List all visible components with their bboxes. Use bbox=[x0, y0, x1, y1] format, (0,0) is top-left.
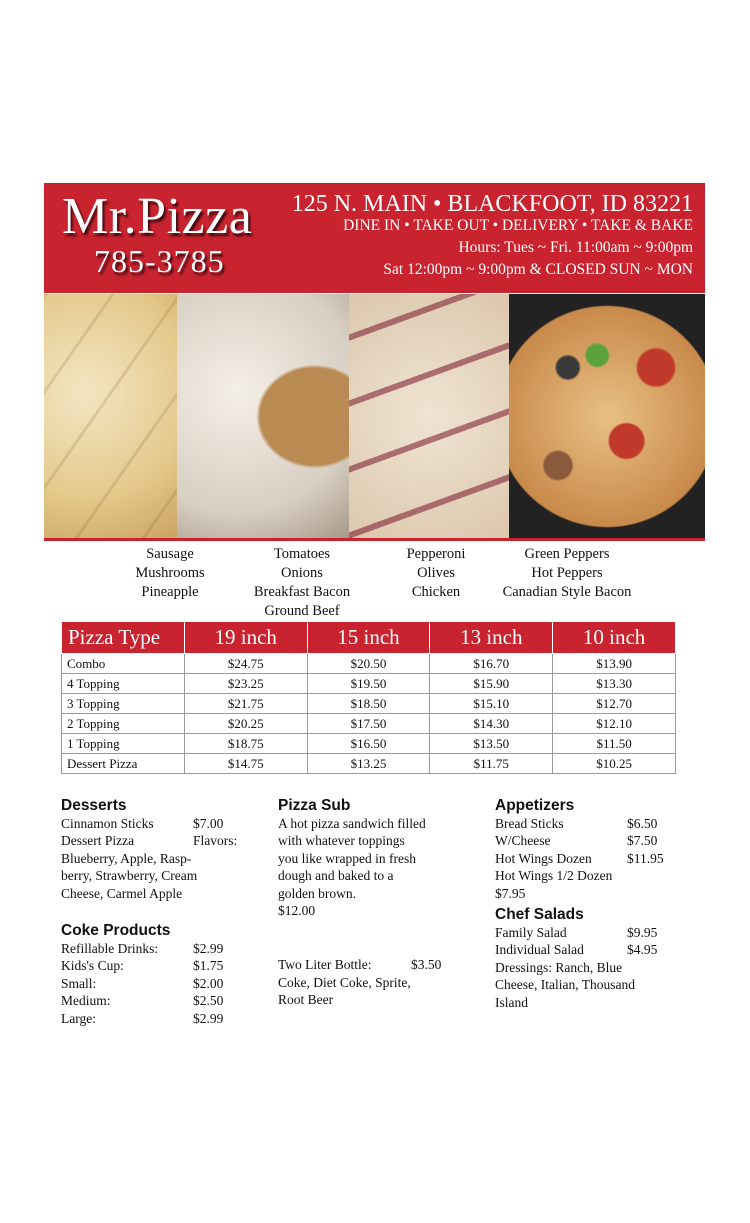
table-cell: $12.10 bbox=[553, 714, 676, 734]
item-label: Two Liter Bottle: bbox=[278, 957, 372, 972]
table-cell: Dessert Pizza bbox=[62, 754, 185, 774]
divider bbox=[44, 538, 705, 541]
description-line: you like wrapped in fresh bbox=[278, 850, 416, 866]
table-cell: 1 Topping bbox=[62, 734, 185, 754]
menu-item bbox=[278, 956, 478, 974]
flavors-label: Flavors: bbox=[193, 833, 238, 848]
item-label: Large: bbox=[61, 1010, 96, 1026]
menu-item bbox=[495, 941, 695, 959]
table-cell: $11.75 bbox=[430, 754, 553, 774]
topping-item: Canadian Style Bacon bbox=[502, 584, 632, 600]
table-cell: $19.50 bbox=[307, 674, 430, 694]
item-label: Hot Wings 1/2 Dozen bbox=[495, 868, 613, 883]
flavors-line: Cheese, Carmel Apple bbox=[61, 885, 183, 901]
topping-item: Ground Beef bbox=[264, 603, 340, 619]
item-label: Refillable Drinks: bbox=[61, 940, 159, 956]
pizza-sub-section bbox=[278, 797, 478, 920]
menu-item bbox=[61, 975, 261, 993]
menu-item bbox=[495, 924, 695, 942]
pizza-photo-strip bbox=[44, 294, 705, 539]
menu-item bbox=[61, 1010, 261, 1028]
topping-item: Pepperoni bbox=[406, 546, 466, 562]
item-label: W/Cheese bbox=[495, 833, 551, 848]
table-header-row bbox=[62, 622, 676, 654]
table-row bbox=[62, 674, 676, 694]
table-cell: $14.30 bbox=[430, 714, 553, 734]
table-cell: $10.25 bbox=[553, 754, 676, 774]
dessert-pizza-photo bbox=[349, 294, 509, 539]
description-line: golden brown. bbox=[278, 885, 356, 901]
description-line: A hot pizza sandwich filled bbox=[278, 815, 426, 831]
hours: Hours: Tues ~ Fri. 11:00am ~ 9:00pm bbox=[458, 239, 693, 256]
chef-salads-title: Chef Salads bbox=[495, 906, 584, 923]
table-cell: 3 Topping bbox=[62, 694, 185, 714]
menu-header bbox=[44, 183, 705, 293]
coke-title: Coke Products bbox=[61, 922, 171, 939]
table-cell: $17.50 bbox=[307, 714, 430, 734]
services: DINE IN • TAKE OUT • DELIVERY • TAKE & BAKE bbox=[343, 217, 693, 234]
table-cell: $14.75 bbox=[184, 754, 307, 774]
column-header: 15 inch bbox=[307, 622, 430, 654]
appetizers-title: Appetizers bbox=[495, 797, 575, 814]
topping-item: Breakfast Bacon bbox=[253, 584, 351, 600]
menu-item bbox=[61, 992, 261, 1010]
table-row bbox=[62, 734, 676, 754]
topping-item: Chicken bbox=[411, 584, 461, 600]
topping-item: Tomatoes bbox=[273, 546, 331, 562]
table-cell: $21.75 bbox=[184, 694, 307, 714]
combo-pizza-photo bbox=[509, 294, 705, 539]
item-label: Kids's Cup: bbox=[61, 958, 124, 973]
topping-item: Onions bbox=[281, 565, 323, 581]
dressing-line: Dressings: Ranch, Blue bbox=[495, 959, 623, 975]
table-cell: $23.25 bbox=[184, 674, 307, 694]
column-header: 19 inch bbox=[184, 622, 307, 654]
table-cell: $15.90 bbox=[430, 674, 553, 694]
item-price: $2.50 bbox=[193, 993, 224, 1008]
menu-item bbox=[495, 832, 695, 850]
column-header: 13 inch bbox=[430, 622, 553, 654]
item-label: Small: bbox=[61, 975, 97, 991]
description-line: Coke, Diet Coke, Sprite, bbox=[278, 974, 411, 990]
table-cell: $20.50 bbox=[307, 654, 430, 674]
table-cell: $13.50 bbox=[430, 734, 553, 754]
chef-salads-section bbox=[495, 906, 695, 1011]
table-cell: $15.10 bbox=[430, 694, 553, 714]
pizza-price-table bbox=[61, 621, 676, 774]
menu-item bbox=[495, 815, 695, 833]
table-cell: $13.30 bbox=[553, 674, 676, 694]
table-row bbox=[62, 694, 676, 714]
coke-section bbox=[61, 922, 261, 1027]
table-row bbox=[62, 714, 676, 734]
saturday-hours: Sat 12:00pm ~ 9:00pm & CLOSED SUN ~ MON bbox=[383, 261, 693, 278]
item-price: $3.50 bbox=[411, 957, 442, 972]
brand-logo: Mr.Pizza bbox=[62, 188, 253, 245]
topping-item: Mushrooms bbox=[135, 565, 205, 581]
item-label: Hot Wings Dozen bbox=[495, 850, 592, 866]
description-line: dough and baked to a bbox=[278, 868, 394, 883]
menu-item bbox=[61, 832, 261, 850]
item-label: Individual Salad bbox=[495, 942, 584, 957]
item-label: Dessert Pizza bbox=[61, 833, 135, 848]
topping-item: Sausage bbox=[146, 546, 194, 562]
phone-number: 785-3785 bbox=[94, 243, 225, 279]
column-header: Pizza Type bbox=[62, 622, 185, 654]
desserts-title: Desserts bbox=[61, 797, 127, 814]
menu-item bbox=[61, 815, 261, 833]
item-price: $4.95 bbox=[627, 942, 658, 957]
table-cell: $11.50 bbox=[553, 734, 676, 754]
toppings-column-3 bbox=[386, 545, 486, 602]
table-cell: $12.70 bbox=[553, 694, 676, 714]
table-cell: $13.90 bbox=[553, 654, 676, 674]
item-price: $2.00 bbox=[193, 975, 224, 991]
flavors-line: Blueberry, Apple, Rasp- bbox=[61, 850, 192, 866]
item-label: Medium: bbox=[61, 993, 111, 1008]
bread-sticks-photo bbox=[44, 294, 177, 539]
table-cell: $24.75 bbox=[184, 654, 307, 674]
table-cell: 2 Topping bbox=[62, 714, 185, 734]
item-price: $9.95 bbox=[627, 924, 658, 940]
description-line: with whatever toppings bbox=[278, 833, 405, 848]
item-price: $2.99 bbox=[193, 940, 224, 956]
table-cell: $16.70 bbox=[430, 654, 553, 674]
item-price: $7.00 bbox=[193, 815, 224, 831]
table-cell: 4 Topping bbox=[62, 674, 185, 694]
item-label: Family Salad bbox=[495, 924, 567, 940]
table-cell: $20.25 bbox=[184, 714, 307, 734]
table-cell: Combo bbox=[62, 654, 185, 674]
table-cell: $16.50 bbox=[307, 734, 430, 754]
desserts-section bbox=[61, 797, 261, 902]
pizza-sub-title: Pizza Sub bbox=[278, 797, 351, 814]
menu-item bbox=[495, 850, 695, 868]
item-price: $2.99 bbox=[193, 1010, 224, 1026]
dressing-line: Cheese, Italian, Thousand bbox=[495, 977, 635, 992]
table-cell: $18.50 bbox=[307, 694, 430, 714]
toppings-column-1 bbox=[120, 545, 220, 602]
item-price: $6.50 bbox=[627, 815, 658, 831]
two-liter-section bbox=[278, 956, 478, 1009]
item-label: Cinnamon Sticks bbox=[61, 815, 154, 831]
toppings-column-2 bbox=[237, 545, 367, 621]
item-price: $11.95 bbox=[627, 850, 664, 866]
flavors-line: berry, Strawberry, Cream bbox=[61, 868, 198, 883]
toppings-column-4 bbox=[482, 545, 652, 602]
item-price: $7.50 bbox=[627, 833, 658, 848]
description-line: Root Beer bbox=[278, 992, 334, 1007]
address: 125 N. MAIN • BLACKFOOT, ID 83221 bbox=[291, 191, 693, 217]
menu-item bbox=[61, 940, 261, 958]
cheese-pizza-photo bbox=[177, 294, 349, 539]
item-label: Bread Sticks bbox=[495, 815, 564, 831]
menu-item bbox=[61, 957, 261, 975]
table-cell: $18.75 bbox=[184, 734, 307, 754]
topping-item: Green Peppers bbox=[524, 546, 610, 562]
topping-item: Pineapple bbox=[141, 584, 199, 600]
dressing-line: Island bbox=[495, 994, 528, 1010]
item-price: $12.00 bbox=[278, 903, 316, 918]
topping-item: Olives bbox=[417, 565, 455, 581]
table-row bbox=[62, 654, 676, 674]
column-header: 10 inch bbox=[553, 622, 676, 654]
appetizers-section bbox=[495, 797, 695, 902]
item-price: $7.95 bbox=[495, 885, 526, 901]
table-row bbox=[62, 754, 676, 774]
topping-item: Hot Peppers bbox=[531, 565, 603, 581]
item-price: $1.75 bbox=[193, 958, 224, 973]
table-cell: $13.25 bbox=[307, 754, 430, 774]
